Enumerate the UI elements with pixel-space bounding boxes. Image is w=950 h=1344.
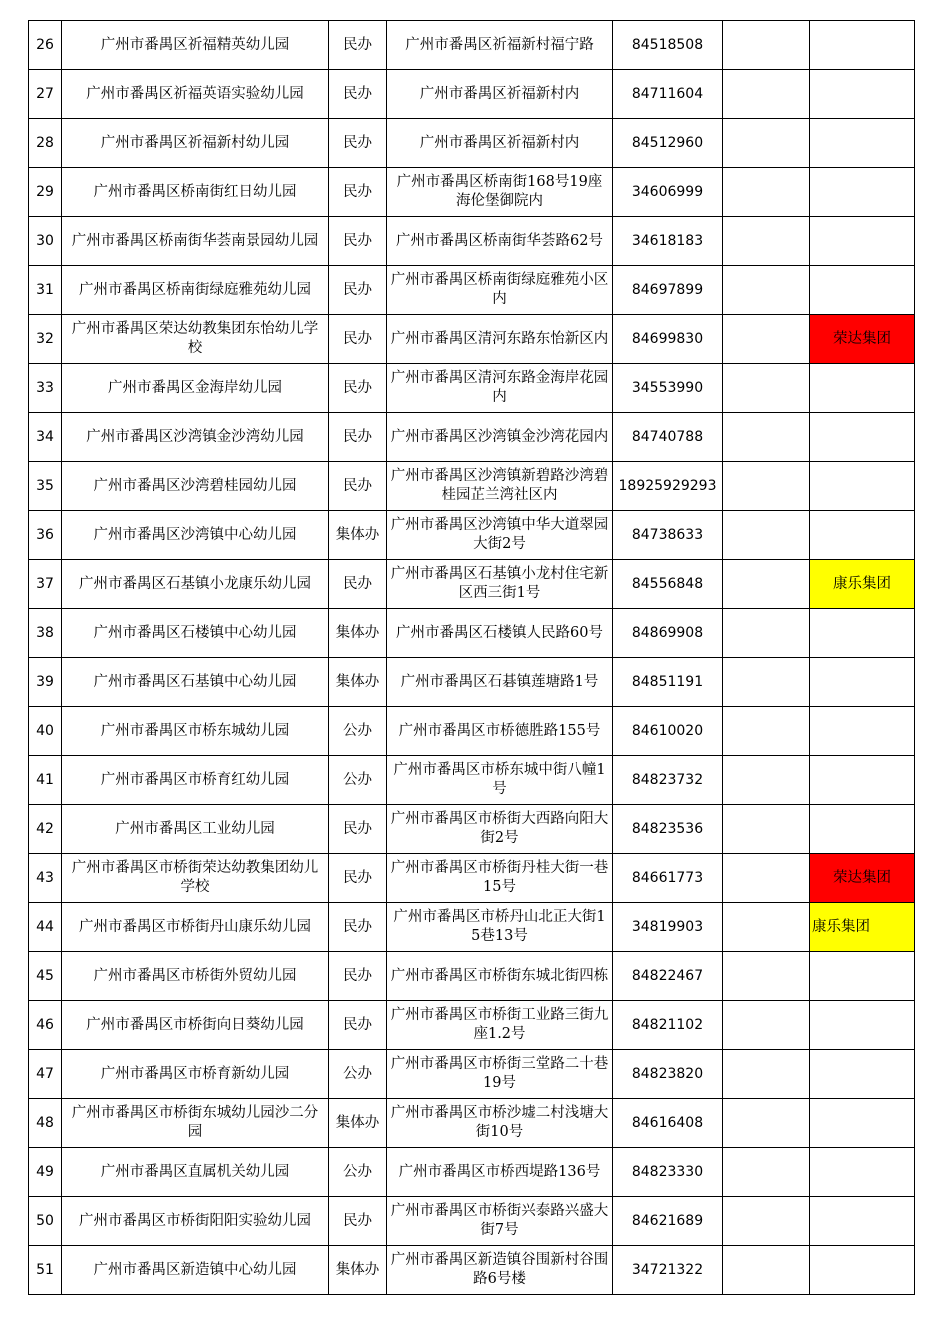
note-cell	[723, 658, 810, 707]
phone-cell: 84697899	[613, 266, 723, 315]
group-tag-cell	[810, 1099, 915, 1148]
table-row	[29, 266, 915, 315]
row-number: 48	[29, 1099, 62, 1148]
group-tag-cell: 康乐集团	[810, 560, 915, 609]
ownership-type: 民办	[329, 903, 387, 952]
note-cell	[723, 1001, 810, 1050]
address-cell: 广州市番禺区市桥西堤路136号	[387, 1148, 613, 1197]
phone-cell: 34618183	[613, 217, 723, 266]
group-tag-cell	[810, 217, 915, 266]
note-cell	[723, 119, 810, 168]
table-row	[29, 462, 915, 511]
address-cell: 广州市番禺区祈福新村内	[387, 70, 613, 119]
group-tag-cell	[810, 756, 915, 805]
ownership-type: 公办	[329, 707, 387, 756]
table-row	[29, 707, 915, 756]
group-tag-cell	[810, 1001, 915, 1050]
kindergarten-name: 广州市番禺区新造镇中心幼儿园	[62, 1246, 329, 1295]
phone-cell: 84821102	[613, 1001, 723, 1050]
kindergarten-name: 广州市番禺区荣达幼教集团东怡幼儿学校	[62, 315, 329, 364]
group-tag-cell	[810, 511, 915, 560]
phone-cell: 84616408	[613, 1099, 723, 1148]
row-number: 43	[29, 854, 62, 903]
ownership-type: 民办	[329, 364, 387, 413]
table-row	[29, 658, 915, 707]
row-number: 29	[29, 168, 62, 217]
note-cell	[723, 707, 810, 756]
address-cell: 广州市番禺区石碁镇莲塘路1号	[387, 658, 613, 707]
kindergarten-name: 广州市番禺区石楼镇中心幼儿园	[62, 609, 329, 658]
phone-cell: 34606999	[613, 168, 723, 217]
address-cell: 广州市番禺区市桥丹山北正大街15巷13号	[387, 903, 613, 952]
ownership-type: 民办	[329, 854, 387, 903]
kindergarten-name: 广州市番禺区金海岸幼儿园	[62, 364, 329, 413]
address-cell: 广州市番禺区市桥东城中街八幢1号	[387, 756, 613, 805]
ownership-type: 民办	[329, 413, 387, 462]
group-tag-cell: 康乐集团	[810, 903, 915, 952]
note-cell	[723, 854, 810, 903]
kindergarten-name: 广州市番禺区石基镇小龙康乐幼儿园	[62, 560, 329, 609]
address-cell: 广州市番禺区新造镇谷围新村谷围路6号楼	[387, 1246, 613, 1295]
table-row	[29, 315, 915, 364]
phone-cell: 84518508	[613, 21, 723, 70]
address-cell: 广州市番禺区祈福新村福宁路	[387, 21, 613, 70]
group-tag-cell	[810, 1246, 915, 1295]
ownership-type: 民办	[329, 1197, 387, 1246]
table-row	[29, 903, 915, 952]
note-cell	[723, 1099, 810, 1148]
phone-cell: 84823330	[613, 1148, 723, 1197]
table-row	[29, 1099, 915, 1148]
table-row	[29, 609, 915, 658]
group-tag-cell	[810, 413, 915, 462]
kindergarten-name: 广州市番禺区市桥东城幼儿园	[62, 707, 329, 756]
address-cell: 广州市番禺区石基镇小龙村住宅新区西三街1号	[387, 560, 613, 609]
table-row	[29, 119, 915, 168]
ownership-type: 民办	[329, 462, 387, 511]
ownership-type: 民办	[329, 217, 387, 266]
phone-cell: 34721322	[613, 1246, 723, 1295]
address-cell: 广州市番禺区沙湾镇新碧路沙湾碧桂园芷兰湾社区内	[387, 462, 613, 511]
address-cell: 广州市番禺区市桥德胜路155号	[387, 707, 613, 756]
group-tag-cell	[810, 707, 915, 756]
kindergarten-name: 广州市番禺区市桥街阳阳实验幼儿园	[62, 1197, 329, 1246]
kindergarten-name: 广州市番禺区沙湾镇中心幼儿园	[62, 511, 329, 560]
kindergarten-name: 广州市番禺区沙湾碧桂园幼儿园	[62, 462, 329, 511]
address-cell: 广州市番禺区市桥街大西路向阳大街2号	[387, 805, 613, 854]
note-cell	[723, 560, 810, 609]
group-tag-cell	[810, 609, 915, 658]
row-number: 47	[29, 1050, 62, 1099]
address-cell: 广州市番禺区桥南街华荟路62号	[387, 217, 613, 266]
note-cell	[723, 413, 810, 462]
ownership-type: 集体办	[329, 511, 387, 560]
table-row	[29, 1001, 915, 1050]
kindergarten-name: 广州市番禺区桥南街红日幼儿园	[62, 168, 329, 217]
kindergarten-name: 广州市番禺区工业幼儿园	[62, 805, 329, 854]
address-cell: 广州市番禺区石楼镇人民路60号	[387, 609, 613, 658]
address-cell: 广州市番禺区清河东路金海岸花园内	[387, 364, 613, 413]
table-row	[29, 1050, 915, 1099]
kindergarten-name: 广州市番禺区祈福新村幼儿园	[62, 119, 329, 168]
note-cell	[723, 168, 810, 217]
phone-cell: 84610020	[613, 707, 723, 756]
table-body	[29, 21, 915, 1295]
kindergarten-name: 广州市番禺区桥南街华荟南景园幼儿园	[62, 217, 329, 266]
note-cell	[723, 511, 810, 560]
kindergarten-name: 广州市番禺区桥南街绿庭雅苑幼儿园	[62, 266, 329, 315]
address-cell: 广州市番禺区沙湾镇中华大道翠园大街2号	[387, 511, 613, 560]
table-row	[29, 413, 915, 462]
table-row	[29, 854, 915, 903]
group-tag-cell	[810, 805, 915, 854]
address-cell: 广州市番禺区市桥街东城北街四栋	[387, 952, 613, 1001]
row-number: 27	[29, 70, 62, 119]
note-cell	[723, 266, 810, 315]
kindergarten-name: 广州市番禺区市桥育红幼儿园	[62, 756, 329, 805]
note-cell	[723, 903, 810, 952]
note-cell	[723, 1197, 810, 1246]
address-cell: 广州市番禺区市桥沙墟二村浅塘大街10号	[387, 1099, 613, 1148]
ownership-type: 民办	[329, 70, 387, 119]
ownership-type: 民办	[329, 805, 387, 854]
table-row	[29, 168, 915, 217]
row-number: 42	[29, 805, 62, 854]
row-number: 45	[29, 952, 62, 1001]
phone-cell: 84823732	[613, 756, 723, 805]
note-cell	[723, 21, 810, 70]
ownership-type: 集体办	[329, 609, 387, 658]
phone-cell: 84699830	[613, 315, 723, 364]
phone-cell: 84740788	[613, 413, 723, 462]
group-tag-cell	[810, 1197, 915, 1246]
group-tag-cell	[810, 1050, 915, 1099]
table-row	[29, 217, 915, 266]
note-cell	[723, 609, 810, 658]
group-tag-cell	[810, 168, 915, 217]
table-row	[29, 756, 915, 805]
row-number: 38	[29, 609, 62, 658]
phone-cell: 84869908	[613, 609, 723, 658]
address-cell: 广州市番禺区桥南街绿庭雅苑小区内	[387, 266, 613, 315]
row-number: 37	[29, 560, 62, 609]
group-tag-cell	[810, 364, 915, 413]
table-row	[29, 70, 915, 119]
table-row	[29, 21, 915, 70]
row-number: 41	[29, 756, 62, 805]
note-cell	[723, 756, 810, 805]
row-number: 36	[29, 511, 62, 560]
ownership-type: 民办	[329, 1001, 387, 1050]
ownership-type: 公办	[329, 1050, 387, 1099]
kindergarten-name: 广州市番禺区直属机关幼儿园	[62, 1148, 329, 1197]
ownership-type: 集体办	[329, 658, 387, 707]
group-tag-cell	[810, 462, 915, 511]
note-cell	[723, 315, 810, 364]
phone-cell: 84823536	[613, 805, 723, 854]
phone-cell: 84661773	[613, 854, 723, 903]
group-tag-cell	[810, 266, 915, 315]
address-cell: 广州市番禺区祈福新村内	[387, 119, 613, 168]
table-row	[29, 560, 915, 609]
table-row	[29, 805, 915, 854]
address-cell: 广州市番禺区市桥街丹桂大街一巷15号	[387, 854, 613, 903]
group-tag-cell: 荣达集团	[810, 315, 915, 364]
note-cell	[723, 1148, 810, 1197]
table-row	[29, 952, 915, 1001]
ownership-type: 集体办	[329, 1246, 387, 1295]
group-tag-cell	[810, 21, 915, 70]
row-number: 33	[29, 364, 62, 413]
phone-cell: 84851191	[613, 658, 723, 707]
group-tag-cell	[810, 952, 915, 1001]
ownership-type: 公办	[329, 756, 387, 805]
note-cell	[723, 952, 810, 1001]
row-number: 32	[29, 315, 62, 364]
address-cell: 广州市番禺区市桥街兴泰路兴盛大街7号	[387, 1197, 613, 1246]
address-cell: 广州市番禺区市桥街三堂路二十巷19号	[387, 1050, 613, 1099]
phone-cell: 84822467	[613, 952, 723, 1001]
table-row	[29, 1148, 915, 1197]
ownership-type: 民办	[329, 952, 387, 1001]
phone-cell: 84556848	[613, 560, 723, 609]
note-cell	[723, 462, 810, 511]
phone-cell: 84711604	[613, 70, 723, 119]
row-number: 49	[29, 1148, 62, 1197]
phone-cell: 84823820	[613, 1050, 723, 1099]
row-number: 28	[29, 119, 62, 168]
ownership-type: 民办	[329, 315, 387, 364]
note-cell	[723, 217, 810, 266]
note-cell	[723, 805, 810, 854]
phone-cell: 84738633	[613, 511, 723, 560]
row-number: 30	[29, 217, 62, 266]
phone-cell: 34819903	[613, 903, 723, 952]
address-cell: 广州市番禺区清河东路东怡新区内	[387, 315, 613, 364]
phone-cell: 34553990	[613, 364, 723, 413]
table-row	[29, 364, 915, 413]
kindergarten-name: 广州市番禺区市桥育新幼儿园	[62, 1050, 329, 1099]
address-cell: 广州市番禺区沙湾镇金沙湾花园内	[387, 413, 613, 462]
phone-cell: 84512960	[613, 119, 723, 168]
note-cell	[723, 70, 810, 119]
row-number: 31	[29, 266, 62, 315]
kindergarten-name: 广州市番禺区祈福英语实验幼儿园	[62, 70, 329, 119]
kindergarten-name: 广州市番禺区市桥街丹山康乐幼儿园	[62, 903, 329, 952]
table-row	[29, 1197, 915, 1246]
ownership-type: 民办	[329, 119, 387, 168]
address-cell: 广州市番禺区市桥街工业路三街九座1.2号	[387, 1001, 613, 1050]
group-tag-cell	[810, 1148, 915, 1197]
address-cell: 广州市番禺区桥南街168号19座海伦堡御院内	[387, 168, 613, 217]
table-row	[29, 511, 915, 560]
kindergarten-name: 广州市番禺区沙湾镇金沙湾幼儿园	[62, 413, 329, 462]
table-row	[29, 1246, 915, 1295]
kindergarten-name: 广州市番禺区市桥街外贸幼儿园	[62, 952, 329, 1001]
phone-cell: 84621689	[613, 1197, 723, 1246]
kindergarten-name: 广州市番禺区祈福精英幼儿园	[62, 21, 329, 70]
row-number: 46	[29, 1001, 62, 1050]
phone-cell: 18925929293	[613, 462, 723, 511]
note-cell	[723, 1246, 810, 1295]
note-cell	[723, 1050, 810, 1099]
group-tag-cell	[810, 658, 915, 707]
group-tag-cell	[810, 119, 915, 168]
note-cell	[723, 364, 810, 413]
ownership-type: 民办	[329, 266, 387, 315]
kindergarten-table	[28, 20, 915, 1295]
ownership-type: 公办	[329, 1148, 387, 1197]
ownership-type: 民办	[329, 21, 387, 70]
row-number: 26	[29, 21, 62, 70]
row-number: 50	[29, 1197, 62, 1246]
row-number: 35	[29, 462, 62, 511]
row-number: 39	[29, 658, 62, 707]
ownership-type: 民办	[329, 560, 387, 609]
row-number: 40	[29, 707, 62, 756]
ownership-type: 民办	[329, 168, 387, 217]
ownership-type: 集体办	[329, 1099, 387, 1148]
group-tag-cell: 荣达集团	[810, 854, 915, 903]
row-number: 44	[29, 903, 62, 952]
row-number: 51	[29, 1246, 62, 1295]
kindergarten-name: 广州市番禺区市桥街东城幼儿园沙二分园	[62, 1099, 329, 1148]
kindergarten-name: 广州市番禺区石基镇中心幼儿园	[62, 658, 329, 707]
kindergarten-name: 广州市番禺区市桥街向日葵幼儿园	[62, 1001, 329, 1050]
row-number: 34	[29, 413, 62, 462]
group-tag-cell	[810, 70, 915, 119]
kindergarten-name: 广州市番禺区市桥街荣达幼教集团幼儿学校	[62, 854, 329, 903]
